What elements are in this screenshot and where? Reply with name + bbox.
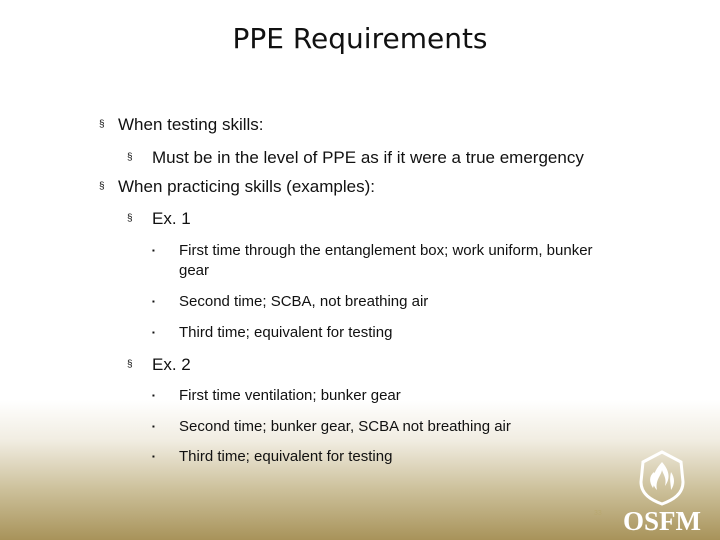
shield-flame-icon — [641, 452, 683, 504]
bullet-text: Must be in the level of PPE as if it were a true emergency — [152, 148, 584, 167]
bullet-marker: § — [127, 152, 133, 163]
bullet-marker: § — [127, 213, 133, 224]
bullet-text: When testing skills: — [118, 115, 264, 134]
bullet-ex2-first-time — [152, 386, 609, 406]
bullet-text: Ex. 1 — [152, 209, 191, 228]
bullet-marker: § — [127, 359, 133, 370]
bullet-marker: § — [99, 181, 105, 192]
bullet-marker: ▪ — [152, 328, 155, 337]
slide-title: PPE Requirements — [232, 22, 488, 55]
bullet-ex2-second-time — [152, 417, 609, 437]
bullet-text: Third time; equivalent for testing — [179, 448, 393, 465]
bullet-true-emergency — [127, 148, 584, 168]
bullet-ex1-first-time — [152, 241, 609, 281]
bullet-marker: § — [99, 119, 105, 130]
bullet-ex2-third-time — [152, 447, 609, 467]
page-number: 33 — [594, 510, 602, 517]
bullet-marker: ▪ — [152, 297, 155, 306]
bullet-text: Ex. 2 — [152, 355, 191, 374]
bullet-ex-1 — [127, 209, 191, 229]
bullet-marker: ▪ — [152, 452, 155, 461]
osfm-logo — [615, 448, 710, 534]
bullet-ex1-second-time — [152, 292, 609, 312]
bullet-marker: ▪ — [152, 422, 155, 431]
bullet-text: First time through the entanglement box; work uniform, bunker gear — [179, 242, 593, 279]
bullet-ex1-third-time — [152, 323, 609, 343]
bullet-testing-skills — [99, 115, 264, 135]
bullet-ex-2 — [127, 355, 191, 375]
bullet-marker: ▪ — [152, 391, 155, 400]
osfm-logo-text: OSFM — [623, 506, 701, 534]
bullet-text: First time ventilation; bunker gear — [179, 387, 401, 404]
bullet-text: Second time; bunker gear, SCBA not breathing air — [179, 418, 511, 435]
bullet-text: Third time; equivalent for testing — [179, 324, 393, 341]
bullet-practicing-skills — [99, 177, 375, 197]
bullet-text: When practicing skills (examples): — [118, 177, 375, 196]
bullet-text: Second time; SCBA, not breathing air — [179, 293, 429, 310]
bullet-marker: ▪ — [152, 246, 155, 255]
